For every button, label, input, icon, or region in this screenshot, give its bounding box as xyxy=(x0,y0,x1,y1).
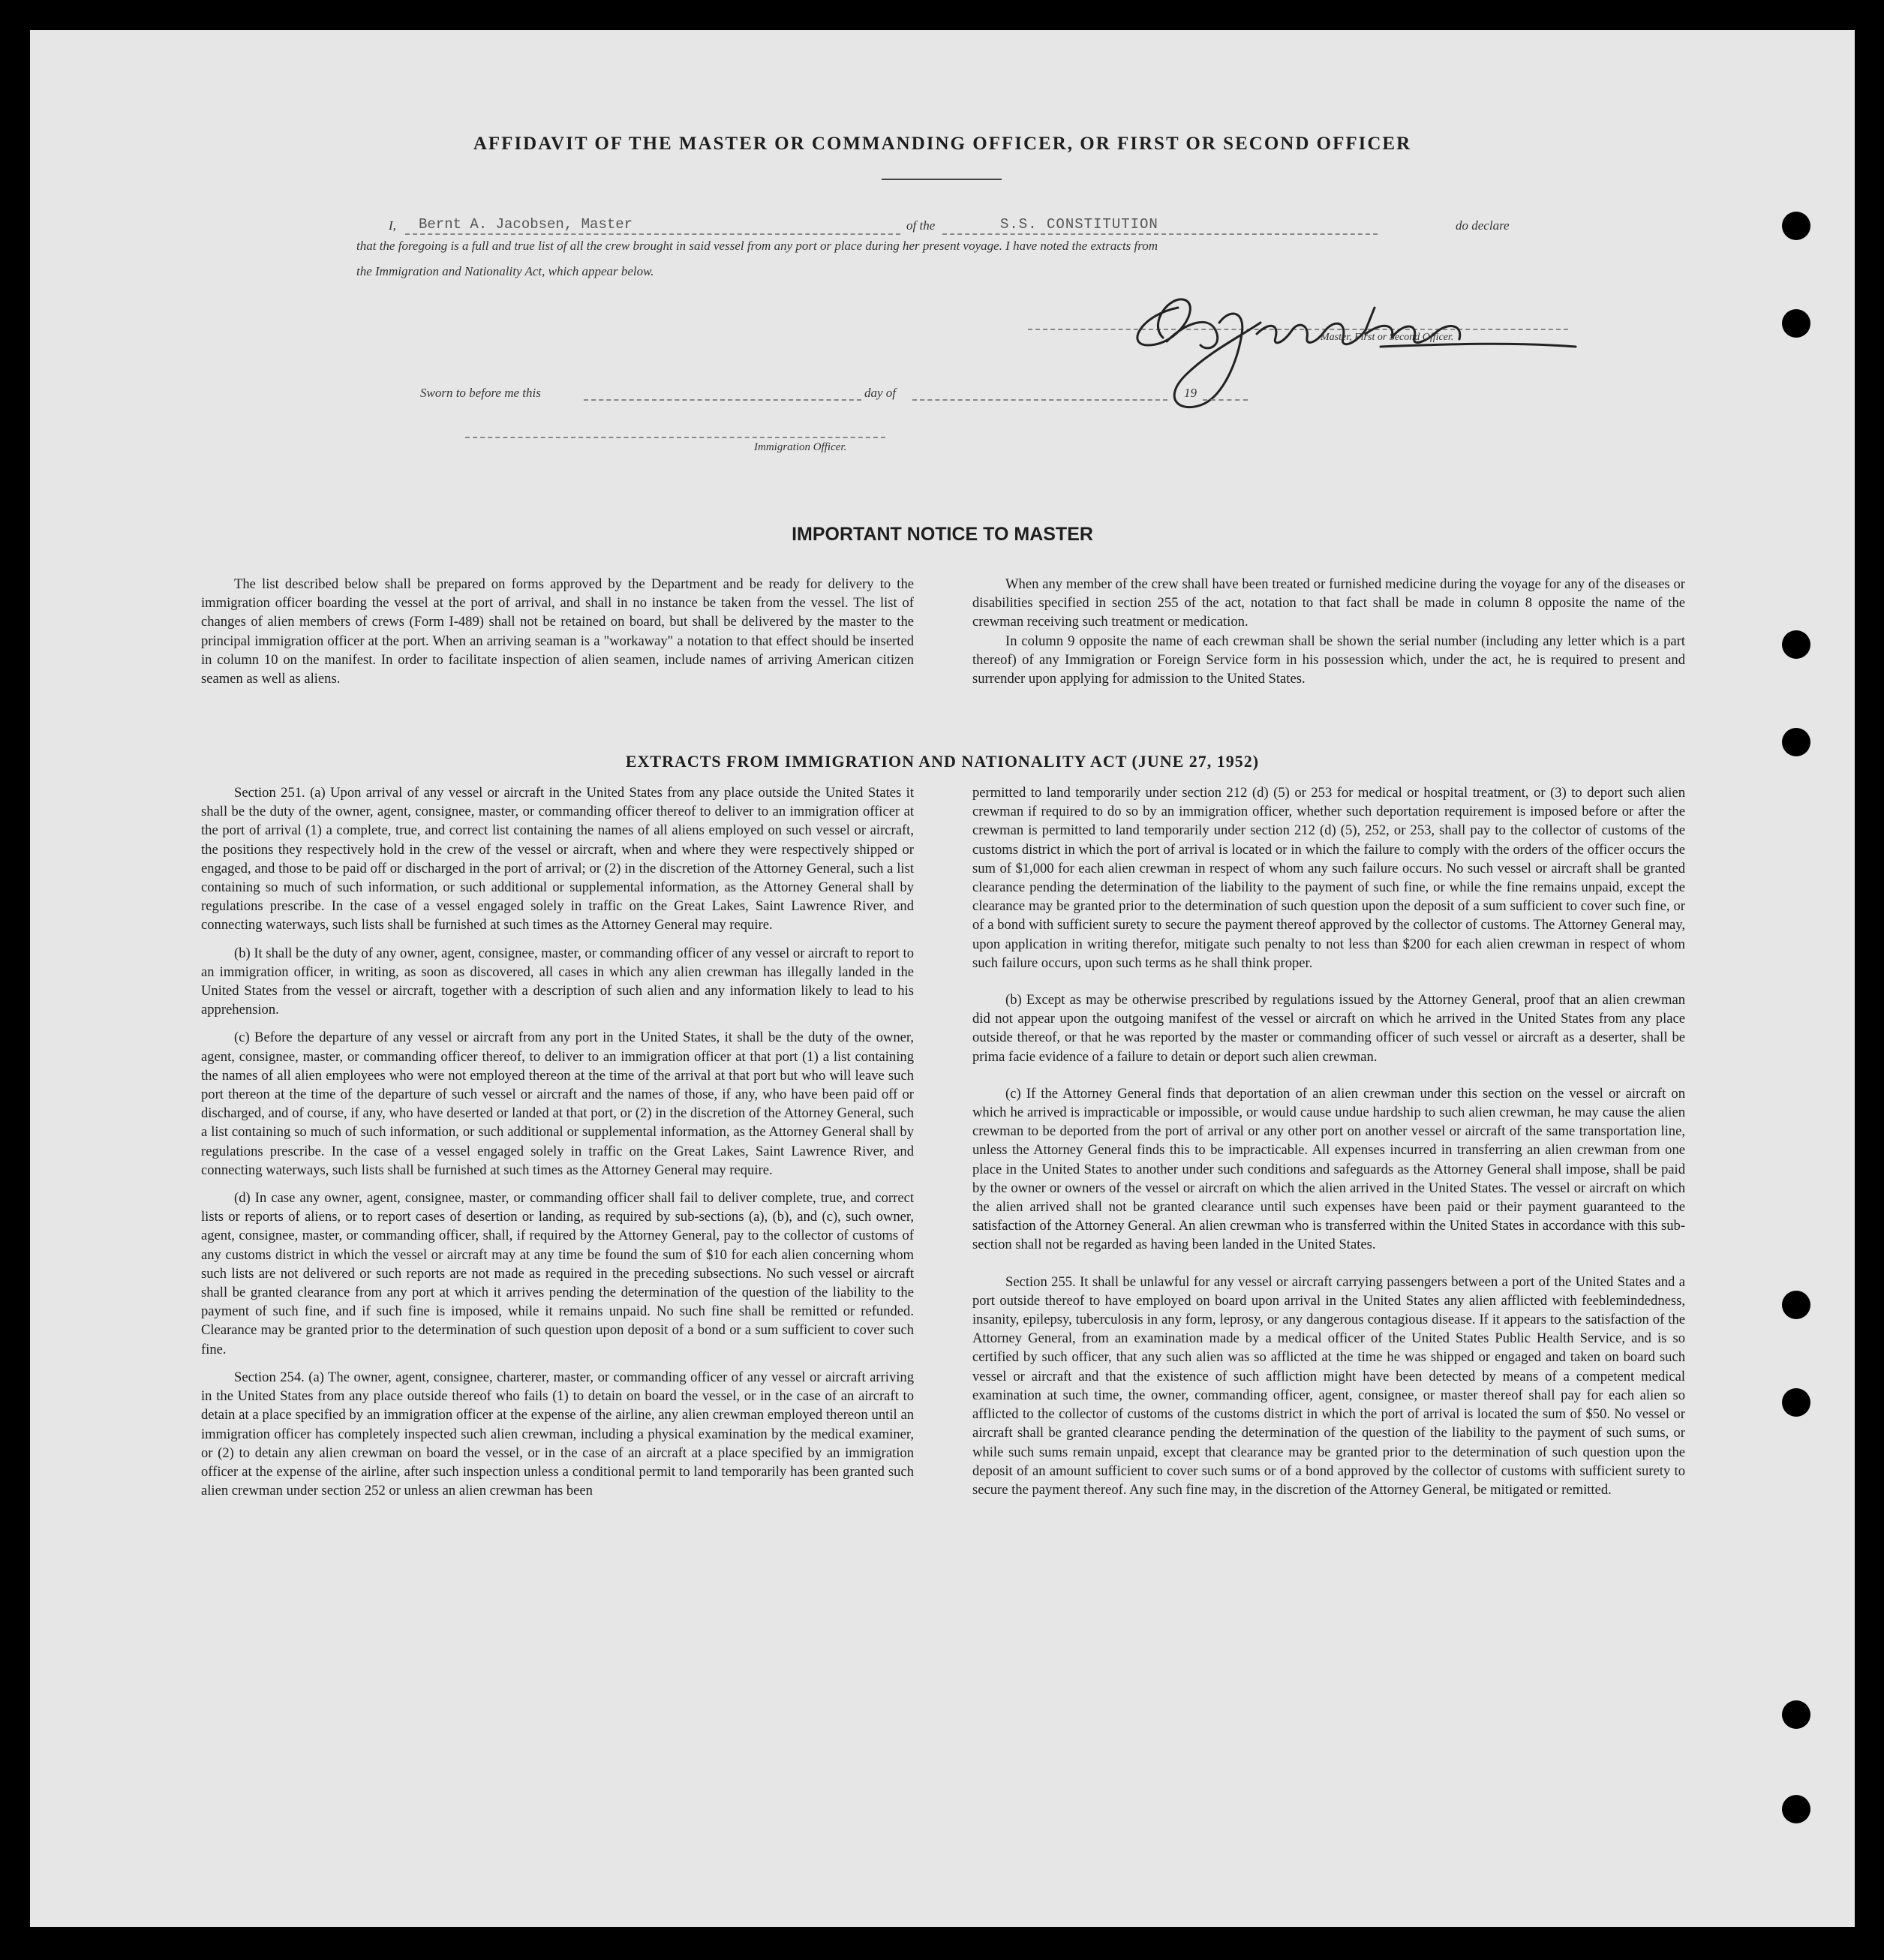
day-of-label: day of xyxy=(864,386,897,400)
binder-hole xyxy=(1782,1795,1810,1823)
notice-left-paragraph: The list described below shall be prepared on forms approved by the Department and be ready for delivery to the immigration officer boarding the vessel at the port of arrival, and shall in no instance be taken from the vessel. The list of changes of alien members of crews (Form I-489) shall not be retained on board, but shall be delivered by the master to the principal immigration officer at the port. When an arriving seaman is a "workaway" a notation to that effect should be inserted in column 10 on the manifest. In order to facilitate inspection of alien seamen, include names of arriving American citizen seamen as well as aliens. xyxy=(201,576,914,687)
binder-hole xyxy=(1782,1291,1810,1319)
binder-hole xyxy=(1782,1388,1810,1417)
notice-right-paragraph-1: When any member of the crew shall have been treated or furnished medicine during the voyage for any of the diseases or disabilities specified in section 255 of the act, notation to that fact shall be made in column 8 opposite the name of the crewman receiving such treatment or medication. xyxy=(972,576,1685,630)
immigration-officer-label: Immigration Officer. xyxy=(754,441,847,453)
of-the-label: of the xyxy=(906,218,936,233)
section-254-a: Section 254. (a) The owner, agent, consignee, charterer, master, or commanding officer of any vessel or aircraft arriving in the United States from any place outside thereof who fails (1) to detain on board the vessel, or in the case of an aircraft to detain at a place specified by an immigration officer at the expense of the airline, any alien crewman employed thereon until an immigration officer has completely inspected such alien crewman, including a physical examination by the medical examiner, or (2) to detain any alien crewman on board the vessel, or in the case of an aircraft at a place specified by an immigration officer at the expense of the airline, after such inspection unless a conditional permit to land temporarily has been granted such alien crewman under section 252 or unless an alien crewman has been xyxy=(201,1369,914,1499)
section-254-b: (b) Except as may be otherwise prescribed by regulations issued by the Attorney General, proof that an alien crewman did not appear upon the outgoing manifest of the vessel or aircraft on which he arrived in the United States from any place outside thereof, or that he was reported by the master or commanding officer of such vessel or aircraft as a deserter, shall be prima facie evidence of a failure to detain or deport such alien crewman. xyxy=(972,992,1685,1065)
section-255: Section 255. It shall be unlawful for any vessel or aircraft carrying passengers between a port of the United States and a port outside thereof to have employed on board upon arrival in the United States any alien afflicted with feeblemindedness, insanity, epilepsy, tuberculosis in any form, leprosy, or any dangerous contagious disease. If it appears to the satisfaction of the Attorney General, from an examination made by a medical officer of the United States Public Health Service, and is so certified by such officer, that any such alien was so afflicted at the time he was shipped or engaged and taken on board such vessel or aircraft and that the existence of such affliction might have been detected by means of a competent medical examination at such time, the owner, commanding officer, agent, consignee, or master thereof shall pay for each alien so afflicted to the collector of customs of the customs district in which the port of arrival is located the sum of $50. No vessel or aircraft shall be granted clearance pending the determination of the question of the liability to the payment of such sums, or while such sums remain unpaid, except that clearance may be granted prior to the determination of such question upon the deposit of an amount sufficient to cover such sums or of a bond approved by the collector of customs with sufficient surety to secure the payment thereof. Any such fine may, in the discretion of the Attorney General, be mitigated or remitted. xyxy=(972,1273,1685,1498)
sworn-month-line xyxy=(912,399,1167,401)
binder-hole xyxy=(1782,212,1810,240)
year-label: 19 xyxy=(1184,386,1197,400)
vessel-name: S.S. CONSTITUTION xyxy=(1000,216,1158,233)
immigration-officer-line xyxy=(465,437,885,438)
notice-right-column xyxy=(972,575,1685,688)
do-declare-label: do declare xyxy=(1456,218,1510,233)
section-251-a: Section 251. (a) Upon arrival of any vessel or aircraft in the United States from any place outside the United States it shall be the duty of the owner, agent, consignee, master, or commanding officer thereof to deliver to an immigration officer at the port of arrival (1) a complete, true, and correct list containing the names of all aliens employed on such vessel or aircraft, the positions they respectively hold in the crew of the vessel or aircraft, when and where they were respectively shipped or engaged, and those to be paid off or discharged in the port of arrival; or (2) in the discretion of the Attorney General, such a list containing so much of such information, or such additional or supplemental information, as the Attorney General shall by regulations prescribe. In the case of a vessel engaged solely in traffic on the Great Lakes, Saint Lawrence River, and connecting waterways, such lists shall be furnished at such times as the Attorney General may require. xyxy=(201,785,914,933)
sworn-row xyxy=(389,381,1259,407)
notice-left-column xyxy=(201,575,914,688)
section-251-b: (b) It shall be the duty of any owner, agent, consignee, master, or commanding officer of any vessel or aircraft to report to an immigration officer, in writing, as soon as discovered, all cases in which any alien crewman has illegally landed in the United States from the vessel or aircraft, together with a description of such alien and any information likely to lead to his apprehension. xyxy=(201,945,914,1018)
binder-hole xyxy=(1782,728,1810,756)
notice-right-paragraph-2: In column 9 opposite the name of each crewman shall be shown the serial number (including any letter which is a part thereof) of any Immigration or Foreign Service form in his possession which, under the act, he is required to present and surrender upon applying for admission to the United States. xyxy=(972,633,1685,687)
i-prefix: I, xyxy=(389,218,396,233)
extracts-left-column xyxy=(201,783,914,1500)
document-page xyxy=(30,30,1855,1927)
section-251-c: (c) Before the departure of any vessel or aircraft from any port in the United States, it shall be the duty of the owner, agent, consignee, master, or commanding officer thereof, to deliver to an immigration officer at that port (1) a list containing the names of all alien employees who were not employed thereon at the time of the arrival at that port but who will leave such port thereon at the time of the departure of such vessel or aircraft and the names of those, if any, who have been paid off or discharged, and of course, if any, who have deserted or landed at that port, or (2) in the discretion of the Attorney General, such a list containing so much of such information, or such additional or supplemental information, as the Attorney General shall by regulations prescribe. In the case of a vessel engaged solely in traffic on the Great Lakes, Saint Lawrence River, and connecting waterways, such lists shall be furnished at such times as the Attorney General may require. xyxy=(201,1030,914,1178)
notice-title: IMPORTANT NOTICE TO MASTER xyxy=(792,524,1093,545)
vessel-name-line xyxy=(942,233,1378,235)
sworn-day-line xyxy=(584,399,861,401)
declaration-row xyxy=(389,214,1559,239)
section-254-a-continued: permitted to land temporarily under section 212 (d) (5) or 253 for medical or hospital treatment, or (3) to deport such alien crewman if required to do so by an immigration officer, whether such deportation requirement is imposed before or after the crewman is permitted to land temporarily under section 212 (d) (5), 252, or 253, shall pay to the collector of customs of the customs district in which the port of arrival is located or in which the failure to comply with the orders of the officer occurs the sum of $1,000 for each alien crewman in respect of whom any such failure occurs. No such vessel or aircraft shall be granted clearance pending the determination of the liability to the payment of such fine, or while the fine remains unpaid, except the clearance may be granted prior to the determination of such question upon the deposit of a sum sufficient to cover such fine, or of a bond with sufficient surety to secure the payment thereof approved by the collector of customs. The Attorney General may, upon application in writing therefor, mitigate such penalty to not less than $200 for each alien crewman in respect of whom such failure occurs, upon such terms as he shall think proper. xyxy=(972,785,1685,971)
declaration-line-2: the Immigration and Nationality Act, which appear below. xyxy=(356,264,654,278)
sworn-label: Sworn to before me this xyxy=(420,386,541,400)
section-251-d: (d) In case any owner, agent, consignee, master, or commanding officer shall fail to deliver complete, true, and correct lists or reports of aliens, or to report cases of desertion or landing, as required by sub-sections (a), (b), and (c), such owner, agent, consignee, master, or commanding officer, shall, if required by the Attorney General, pay to the collector of customs of any customs district in which the vessel or aircraft may at any time be found the sum of $10 for each alien concerning whom such lists are not delivered or such reports are not made as required in the preceding subsections. No such vessel or aircraft shall be granted clearance from any port at which it arrives pending the determination of the question of the liability to the payment of such fine, and if such fine is imposed, while it remains unpaid. No such fine shall be remitted or refunded. Clearance may be granted prior to the determination of such question upon deposit of a bond or a sum sufficient to cover such fine. xyxy=(201,1190,914,1357)
title-rule xyxy=(882,179,1002,180)
master-name: Bernt A. Jacobsen, Master xyxy=(419,216,633,233)
master-name-line xyxy=(405,233,900,235)
section-254-c: (c) If the Attorney General finds that deportation of an alien crewman under this section on the vessel or aircraft on which he arrived is impracticable or impossible, or would cause undue hardship to such alien crewman, he may cause the alien crewman to be deported from the port of arrival or any other port on another vessel or aircraft of the same transportation line, unless the Attorney General finds this to be impracticable. All expenses incurred in transferring an alien crewman from one place in the United States to another under such conditions and safeguards as the Attorney General shall impose, shall be paid by the owner or owners of the vessel or aircraft on which the alien arrived in the United States. The vessel or aircraft on which the alien arrived shall not be granted clearance until such expenses have been paid or their payment guaranteed to the satisfaction of the Attorney General. An alien crewman who is transferred within the United States in accordance with this sub-section shall not be regarded as having been landed in the United States. xyxy=(972,1085,1685,1253)
extracts-title: EXTRACTS FROM IMMIGRATION AND NATIONALITY ACT (JUNE 27, 1952) xyxy=(625,752,1260,771)
signature-caption: Master, First or Second Officer. xyxy=(1321,332,1454,343)
binder-hole xyxy=(1782,309,1810,338)
sworn-year-line xyxy=(1203,399,1248,401)
affidavit-title: AFFIDAVIT OF THE MASTER OR COMMANDING OFFICER, OR FIRST OR SECOND OFFICER xyxy=(473,134,1412,154)
binder-hole xyxy=(1782,630,1810,659)
extracts-right-column xyxy=(972,783,1685,1499)
declaration-line-1: that the foregoing is a full and true list of all the crew brought in said vessel from any port or place during her present voyage. I have noted the extracts from xyxy=(356,239,1158,253)
binder-hole xyxy=(1782,1700,1810,1729)
